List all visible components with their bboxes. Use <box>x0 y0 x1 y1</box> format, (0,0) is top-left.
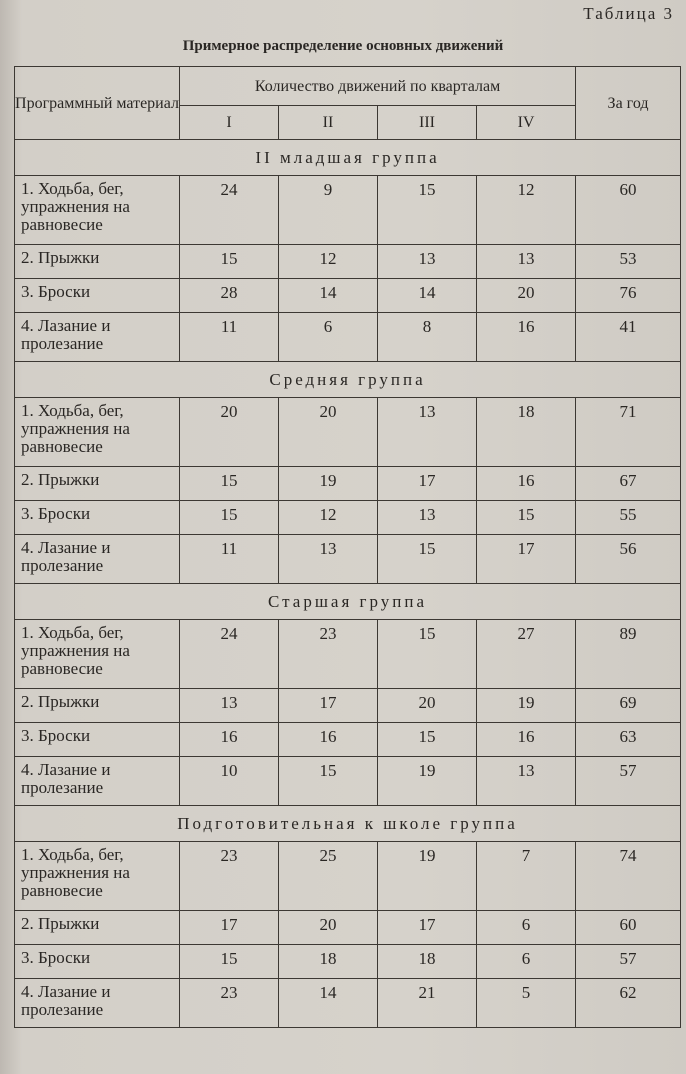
table-row <box>15 689 681 723</box>
quarter-4-value: 16 <box>477 467 576 501</box>
header-quarter-3: III <box>378 106 477 140</box>
quarter-3-value: 15 <box>378 176 477 245</box>
table-row <box>15 945 681 979</box>
table-row <box>15 723 681 757</box>
group-heading: Старшая группа <box>15 584 681 620</box>
quarter-1-value: 24 <box>180 176 279 245</box>
quarter-4-value: 20 <box>477 279 576 313</box>
exercise-name: 4. Лазание и пролезание <box>15 313 180 362</box>
exercise-name: 3. Броски <box>15 501 180 535</box>
header-program-material: Программный материал <box>15 67 180 140</box>
quarter-1-value: 24 <box>180 620 279 689</box>
exercise-name: 4. Лазание и пролезание <box>15 979 180 1028</box>
header-quarter-2: II <box>279 106 378 140</box>
table-title: Примерное распределение основных движений <box>182 38 504 54</box>
quarter-2-value: 13 <box>279 535 378 584</box>
quarter-1-value: 15 <box>180 467 279 501</box>
table-row <box>15 313 681 362</box>
quarter-3-value: 17 <box>378 467 477 501</box>
quarter-3-value: 15 <box>378 620 477 689</box>
quarter-3-value: 17 <box>378 911 477 945</box>
year-total-value: 63 <box>576 723 681 757</box>
movements-table <box>14 66 681 1028</box>
quarter-3-value: 15 <box>378 723 477 757</box>
quarter-3-value: 13 <box>378 398 477 467</box>
table-row <box>15 911 681 945</box>
quarter-4-value: 17 <box>477 535 576 584</box>
table-row <box>15 279 681 313</box>
quarter-2-value: 20 <box>279 911 378 945</box>
year-total-value: 41 <box>576 313 681 362</box>
quarter-1-value: 15 <box>180 245 279 279</box>
header-year: За год <box>576 67 681 140</box>
exercise-name: 3. Броски <box>15 945 180 979</box>
quarter-3-value: 19 <box>378 757 477 806</box>
quarter-1-value: 23 <box>180 842 279 911</box>
quarter-4-value: 6 <box>477 945 576 979</box>
quarter-4-value: 13 <box>477 245 576 279</box>
exercise-name: 1. Ходьба, бег, упражнения на равновесие <box>15 176 180 245</box>
quarter-3-value: 21 <box>378 979 477 1028</box>
exercise-name: 3. Броски <box>15 723 180 757</box>
table-row <box>15 842 681 911</box>
quarter-4-value: 27 <box>477 620 576 689</box>
year-total-value: 62 <box>576 979 681 1028</box>
quarter-4-value: 7 <box>477 842 576 911</box>
group-heading: Средняя группа <box>15 362 681 398</box>
quarter-1-value: 15 <box>180 501 279 535</box>
quarter-2-value: 9 <box>279 176 378 245</box>
quarter-2-value: 18 <box>279 945 378 979</box>
header-quarter-4: IV <box>477 106 576 140</box>
table-body <box>15 140 681 1028</box>
quarter-2-value: 16 <box>279 723 378 757</box>
quarter-3-value: 13 <box>378 501 477 535</box>
quarter-1-value: 11 <box>180 313 279 362</box>
quarter-3-value: 19 <box>378 842 477 911</box>
year-total-value: 76 <box>576 279 681 313</box>
quarter-4-value: 15 <box>477 501 576 535</box>
table-row <box>15 467 681 501</box>
table-row <box>15 979 681 1028</box>
quarter-1-value: 17 <box>180 911 279 945</box>
year-total-value: 67 <box>576 467 681 501</box>
quarter-4-value: 6 <box>477 911 576 945</box>
exercise-name: 2. Прыжки <box>15 245 180 279</box>
table-row <box>15 398 681 467</box>
year-total-value: 56 <box>576 535 681 584</box>
quarter-2-value: 14 <box>279 979 378 1028</box>
group-heading: II младшая группа <box>15 140 681 176</box>
quarter-1-value: 10 <box>180 757 279 806</box>
header-quarters-title: Количество движений по кварталам <box>180 67 576 106</box>
table-row <box>15 620 681 689</box>
quarter-1-value: 23 <box>180 979 279 1028</box>
table-row <box>15 757 681 806</box>
quarter-2-value: 23 <box>279 620 378 689</box>
quarter-1-value: 15 <box>180 945 279 979</box>
year-total-value: 60 <box>576 911 681 945</box>
quarter-4-value: 13 <box>477 757 576 806</box>
quarter-2-value: 12 <box>279 501 378 535</box>
year-total-value: 53 <box>576 245 681 279</box>
exercise-name: 1. Ходьба, бег, упражнения на равновесие <box>15 620 180 689</box>
quarter-2-value: 20 <box>279 398 378 467</box>
table-row <box>15 501 681 535</box>
quarter-2-value: 6 <box>279 313 378 362</box>
header-quarter-1: I <box>180 106 279 140</box>
quarter-4-value: 18 <box>477 398 576 467</box>
year-total-value: 57 <box>576 757 681 806</box>
exercise-name: 1. Ходьба, бег, упражнения на равновесие <box>15 398 180 467</box>
year-total-value: 57 <box>576 945 681 979</box>
quarter-2-value: 19 <box>279 467 378 501</box>
exercise-name: 1. Ходьба, бег, упражнения на равновесие <box>15 842 180 911</box>
exercise-name: 4. Лазание и пролезание <box>15 535 180 584</box>
group-heading: Подготовительная к школе группа <box>15 806 681 842</box>
quarter-4-value: 16 <box>477 723 576 757</box>
year-total-value: 60 <box>576 176 681 245</box>
year-total-value: 74 <box>576 842 681 911</box>
quarter-4-value: 16 <box>477 313 576 362</box>
exercise-name: 2. Прыжки <box>15 467 180 501</box>
table-row <box>15 535 681 584</box>
exercise-name: 4. Лазание и пролезание <box>15 757 180 806</box>
table-row <box>15 245 681 279</box>
quarter-3-value: 18 <box>378 945 477 979</box>
quarter-1-value: 11 <box>180 535 279 584</box>
quarter-2-value: 14 <box>279 279 378 313</box>
quarter-1-value: 13 <box>180 689 279 723</box>
quarter-1-value: 20 <box>180 398 279 467</box>
quarter-1-value: 28 <box>180 279 279 313</box>
year-total-value: 55 <box>576 501 681 535</box>
quarter-3-value: 13 <box>378 245 477 279</box>
year-total-value: 71 <box>576 398 681 467</box>
quarter-3-value: 14 <box>378 279 477 313</box>
table-row <box>15 176 681 245</box>
quarter-4-value: 5 <box>477 979 576 1028</box>
exercise-name: 2. Прыжки <box>15 689 180 723</box>
quarter-4-value: 19 <box>477 689 576 723</box>
quarter-1-value: 16 <box>180 723 279 757</box>
exercise-name: 2. Прыжки <box>15 911 180 945</box>
quarter-2-value: 12 <box>279 245 378 279</box>
exercise-name: 3. Броски <box>15 279 180 313</box>
quarter-2-value: 15 <box>279 757 378 806</box>
table-number-label: Таблица 3 <box>583 4 674 23</box>
year-total-value: 69 <box>576 689 681 723</box>
quarter-2-value: 25 <box>279 842 378 911</box>
year-total-value: 89 <box>576 620 681 689</box>
quarter-2-value: 17 <box>279 689 378 723</box>
quarter-3-value: 15 <box>378 535 477 584</box>
quarter-3-value: 20 <box>378 689 477 723</box>
quarter-4-value: 12 <box>477 176 576 245</box>
quarter-3-value: 8 <box>378 313 477 362</box>
